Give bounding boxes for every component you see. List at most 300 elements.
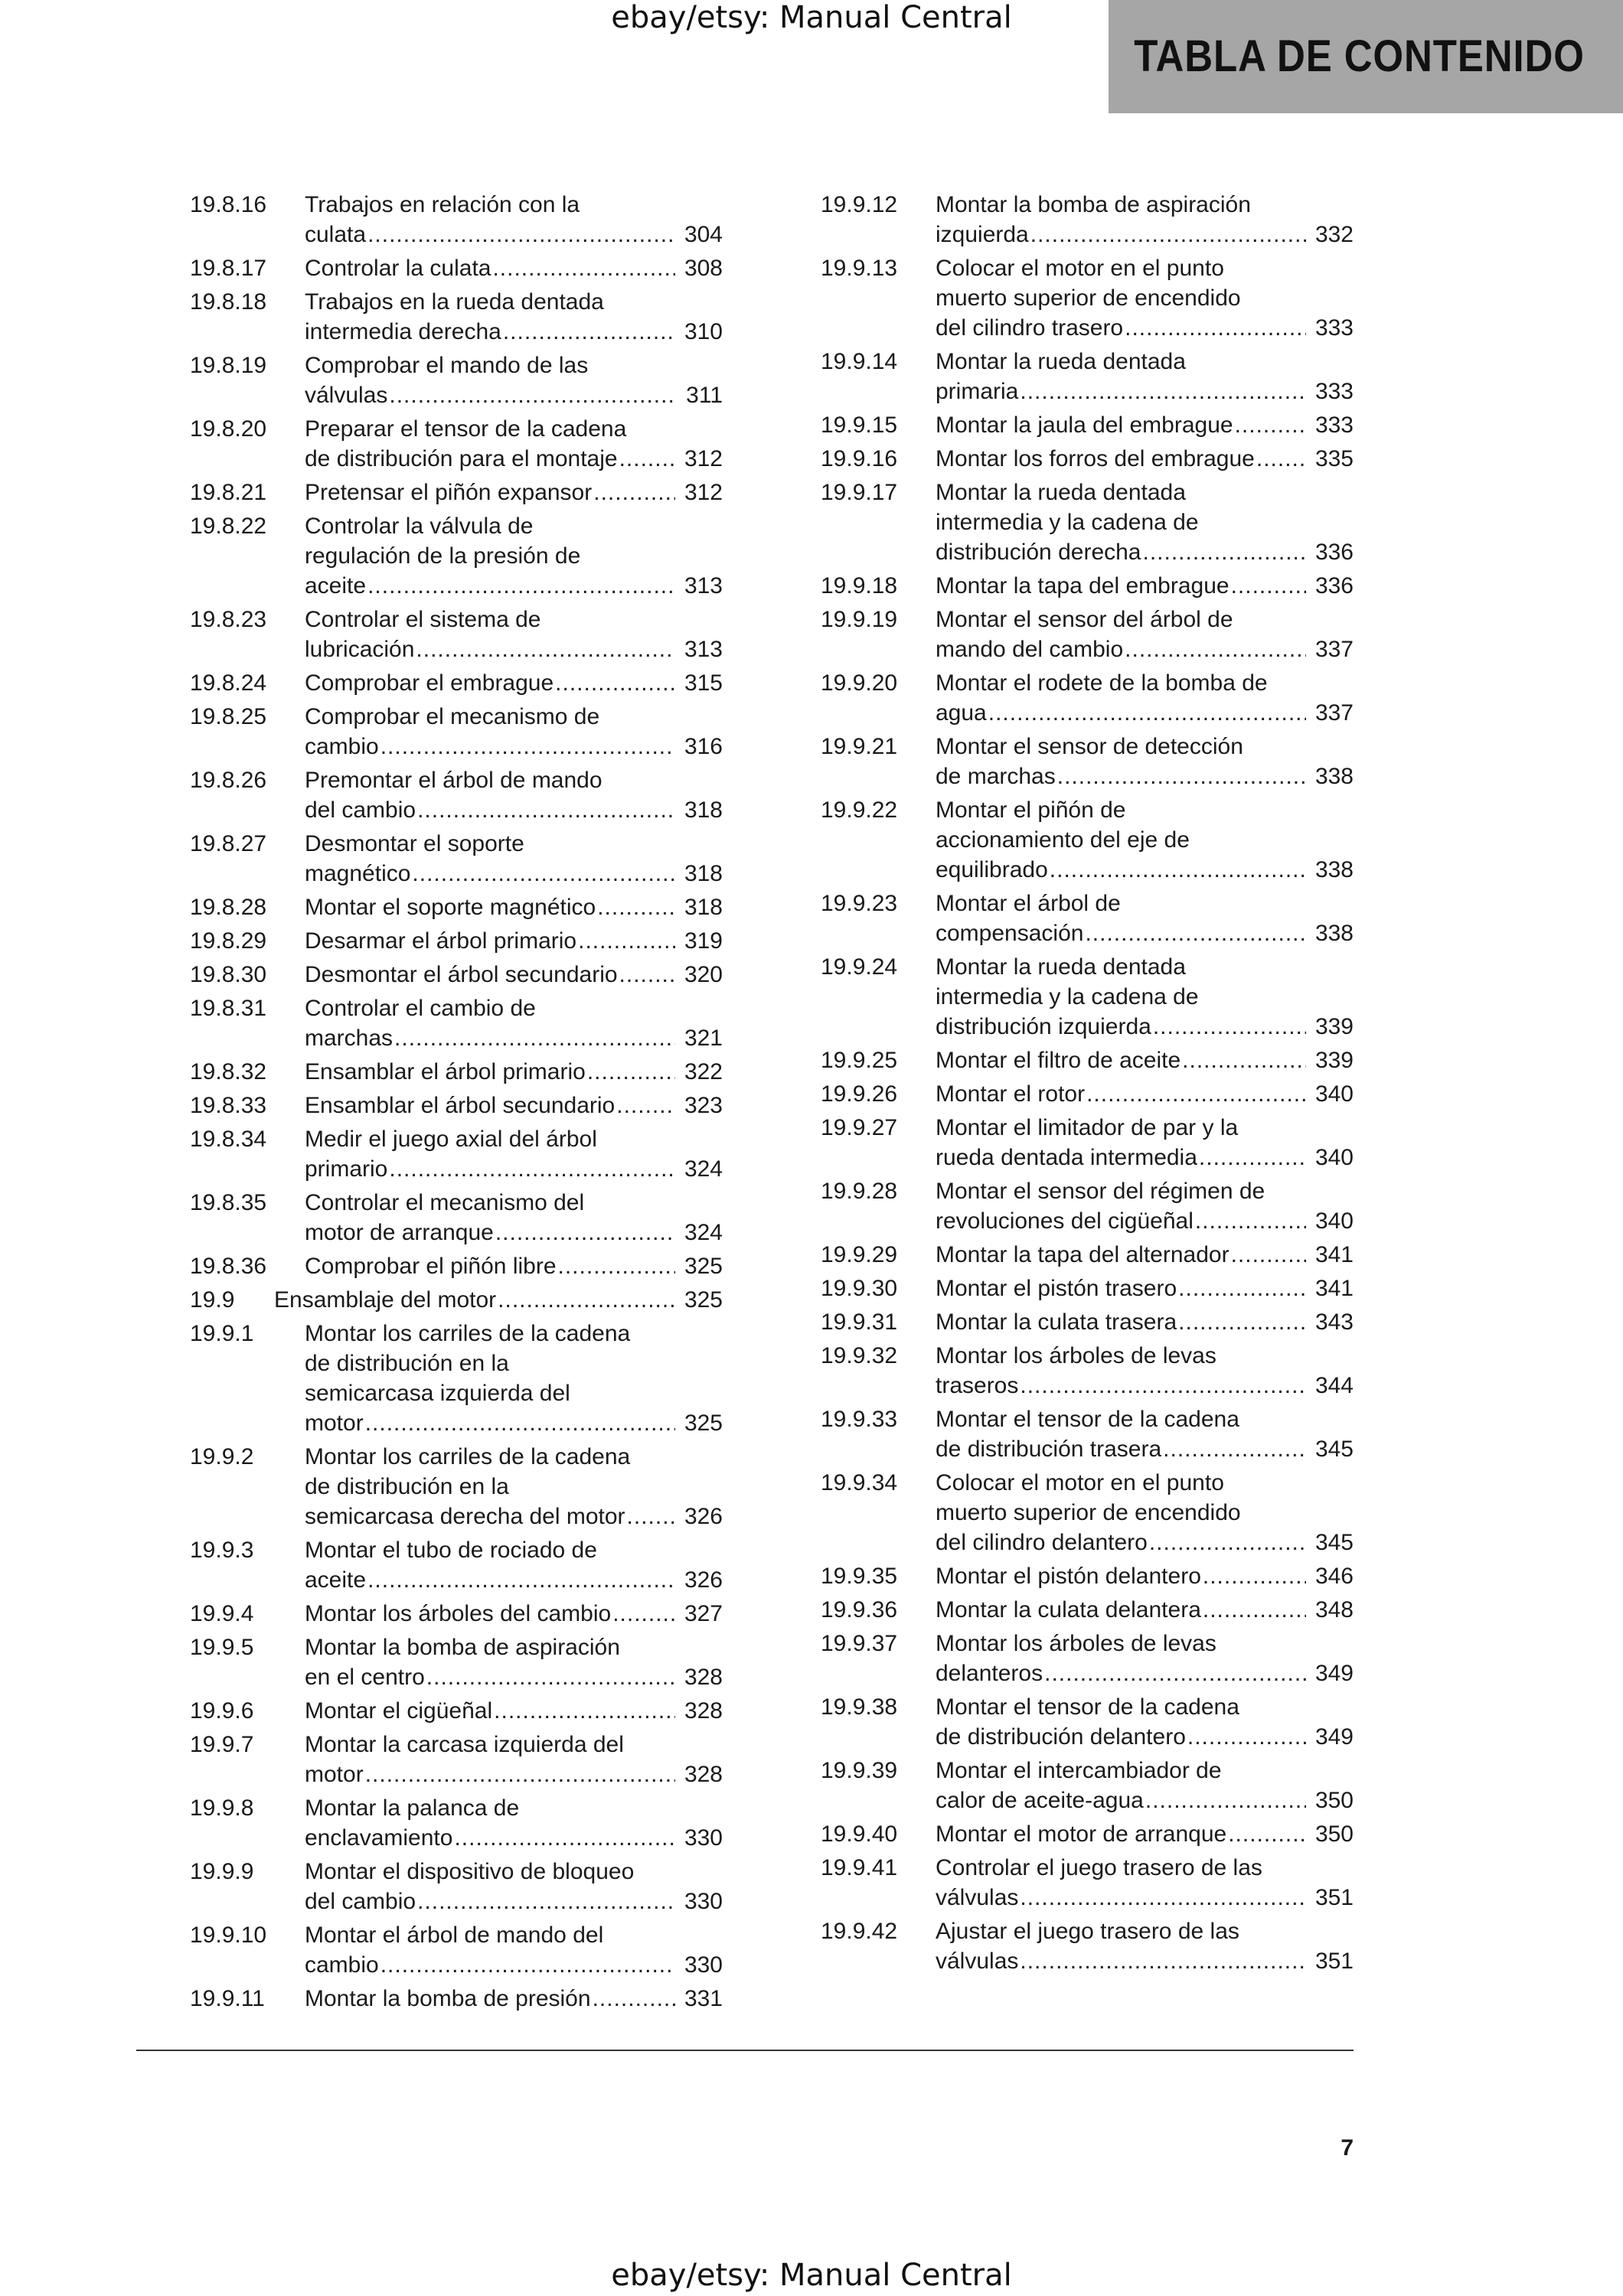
- toc-entry-title-line: válvulas: [936, 1949, 1019, 1974]
- dot-leader: [365, 1760, 675, 1789]
- toc-entry: [190, 926, 723, 956]
- toc-entry-number: 19.9.35: [821, 1564, 898, 1589]
- toc-entry-page: 333: [1314, 315, 1354, 341]
- dot-leader: [417, 795, 675, 825]
- toc-entry-title-line: de distribución trasera: [936, 1437, 1162, 1462]
- toc-entry-title-line: Medir el juego axial del árbol: [305, 1127, 597, 1152]
- toc-entry: [821, 1079, 1354, 1109]
- toc-entry: [821, 1176, 1354, 1236]
- toc-entry-page: 330: [684, 1952, 723, 1978]
- toc-entry: [190, 993, 723, 1053]
- toc-entry: [190, 1793, 723, 1853]
- toc-entry-page: 313: [684, 573, 723, 598]
- toc-entry: [821, 1113, 1354, 1172]
- toc-entry-page: 333: [1314, 413, 1354, 438]
- toc-entry-title-line: Montar el sensor del régimen de: [936, 1179, 1265, 1204]
- toc-entry-title-line: Comprobar el mando de las: [305, 353, 589, 378]
- toc-entry-title-line: Montar el limitador de par y la: [936, 1115, 1239, 1140]
- toc-entry-title-line: del cilindro delantero: [936, 1530, 1148, 1555]
- toc-entry-number: 19.8.17: [190, 256, 267, 281]
- toc-entry-title-line: Montar los árboles del cambio: [305, 1601, 612, 1626]
- toc-entry-page: 340: [1314, 1208, 1354, 1234]
- toc-entry-title-line: de distribución en la: [305, 1474, 509, 1499]
- toc-entry-page: 336: [1314, 540, 1354, 565]
- dot-leader: [1153, 1012, 1306, 1042]
- toc-entry-title-line: Montar el soporte magnético: [305, 895, 596, 920]
- toc-entry-number: 19.8.31: [190, 996, 267, 1021]
- toc-entry-page: 315: [684, 670, 723, 696]
- toc-entry: [190, 478, 723, 507]
- dot-leader: [365, 1408, 675, 1438]
- dot-leader: [380, 732, 675, 762]
- toc-entry-page: 328: [684, 1762, 723, 1787]
- toc-entry-page: 337: [1314, 637, 1354, 662]
- toc-entry: [190, 1124, 723, 1184]
- toc-entry: [190, 414, 723, 474]
- toc-entry-title-line: motor: [305, 1411, 364, 1436]
- toc-entry-number: 19.9.36: [821, 1597, 898, 1623]
- toc-entry-page: 332: [1314, 222, 1354, 247]
- toc-entry: [190, 1920, 723, 1980]
- dot-leader: [988, 698, 1306, 728]
- toc-entry-page: 345: [1314, 1437, 1354, 1462]
- toc-entry: [821, 605, 1354, 664]
- toc-entry-number: 19.9.28: [821, 1179, 898, 1204]
- toc-entry-title-line: Montar los carriles de la cadena: [305, 1321, 631, 1346]
- toc-entry: [821, 347, 1354, 406]
- toc-entry-number: 19.8.18: [190, 289, 267, 315]
- toc-entry-page: 335: [1314, 446, 1354, 471]
- toc-entry-title-line: Montar el rotor: [936, 1081, 1086, 1107]
- dot-leader: [1228, 1819, 1306, 1849]
- section-title: TABLA DE CONTENIDO: [1134, 31, 1585, 81]
- toc-entry: [821, 952, 1354, 1042]
- toc-entry-title-line: Montar la culata delantera: [936, 1597, 1201, 1623]
- toc-entry: [190, 1857, 723, 1916]
- dot-leader: [1145, 1786, 1306, 1815]
- toc-entry-title-line: magnético: [305, 861, 411, 886]
- toc-entry: [190, 511, 723, 601]
- toc-entry-number: 19.8.16: [190, 192, 267, 217]
- toc-entry-page: 341: [1314, 1242, 1354, 1267]
- dot-leader: [1182, 1045, 1306, 1075]
- toc-entry-page: 336: [1314, 573, 1354, 598]
- toc-entry-title-line: Montar el filtro de aceite: [936, 1048, 1181, 1073]
- toc-entry-title-line: Montar la bomba de aspiración: [936, 192, 1251, 217]
- toc-entry-title-line: equilibrado: [936, 857, 1048, 882]
- toc-entry-title-line: Comprobar el embrague: [305, 670, 554, 696]
- toc-entry: [821, 1756, 1354, 1815]
- toc-entry-title-line: Desarmar el árbol primario: [305, 928, 577, 954]
- toc-entry: [821, 1274, 1354, 1303]
- toc-entry-title-line: Montar el motor de arranque: [936, 1821, 1227, 1847]
- toc-entry-page: 304: [684, 222, 723, 247]
- toc-entry-page: 349: [1314, 1724, 1354, 1750]
- toc-entry: [821, 732, 1354, 791]
- toc-entry-title-line: Controlar el juego trasero de las: [936, 1855, 1262, 1880]
- toc-entry: [190, 1319, 723, 1438]
- dot-leader: [1030, 220, 1306, 249]
- toc-entry: [821, 1692, 1354, 1752]
- toc-entry-number: 19.9.26: [821, 1081, 898, 1107]
- toc-entry-number: 19.9.27: [821, 1115, 898, 1140]
- dot-leader: [619, 444, 675, 474]
- toc-entry: [821, 795, 1354, 885]
- toc-entry-number: 19.9.21: [821, 734, 898, 759]
- toc-entry: [190, 892, 723, 922]
- dot-leader: [1187, 1722, 1306, 1752]
- toc-entry: [821, 1595, 1354, 1625]
- toc-entry-page: 328: [684, 1698, 723, 1724]
- toc-entry-title-line: de distribución para el montaje: [305, 446, 618, 471]
- toc-entry-number: 19.9.10: [190, 1923, 267, 1948]
- toc-entry: [190, 960, 723, 990]
- toc-entry-number: 19.8.24: [190, 670, 267, 696]
- toc-entry-page: 351: [1314, 1949, 1354, 1974]
- toc-entry-page: 323: [684, 1093, 723, 1118]
- toc-entry-number: 19.9.1: [190, 1321, 254, 1346]
- toc-entry-title-line: Controlar el mecanismo del: [305, 1190, 585, 1215]
- toc-entry-title-line: Montar la bomba de aspiración: [305, 1635, 620, 1660]
- toc-entry-title-line: Montar el tensor de la cadena: [936, 1407, 1239, 1432]
- toc-entry-title-line: muerto superior de encendido: [936, 1500, 1241, 1525]
- dot-leader: [1125, 634, 1306, 664]
- section-header-box: [1109, 0, 1623, 113]
- toc-entry-number: 19.9.8: [190, 1795, 254, 1821]
- toc-entry-page: 331: [684, 1986, 723, 2011]
- toc-entry: [821, 478, 1354, 567]
- toc-entry-number: 19.9.9: [190, 1859, 254, 1884]
- toc-entry-title-line: calor de aceite-agua: [936, 1788, 1144, 1813]
- toc-entry: [821, 1916, 1354, 1976]
- toc-entry: [821, 410, 1354, 440]
- dot-leader: [1235, 410, 1306, 440]
- toc-entry-title-line: izquierda: [936, 222, 1029, 247]
- toc-entry-number: 19.9.30: [821, 1276, 898, 1301]
- toc-entry-title-line: Montar el dispositivo de bloqueo: [305, 1859, 635, 1884]
- toc-entry-number: 19.9: [190, 1287, 235, 1313]
- toc-entry-title-line: primaria: [936, 379, 1019, 404]
- toc-entry-title-line: Montar la culata trasera: [936, 1309, 1177, 1335]
- toc-entry-page: 320: [684, 962, 723, 987]
- toc-entry-number: 19.9.6: [190, 1698, 254, 1724]
- dot-leader: [1020, 377, 1306, 406]
- toc-entry-number: 19.9.13: [821, 256, 898, 281]
- toc-entry-title-line: Preparar el tensor de la cadena: [305, 416, 627, 442]
- toc-entry-title-line: cambio: [305, 734, 379, 759]
- toc-entry-number: 19.9.33: [821, 1407, 898, 1432]
- toc-entry-page: 328: [684, 1665, 723, 1690]
- toc-entry: [190, 1599, 723, 1629]
- toc-entry-title-line: cambio: [305, 1952, 379, 1978]
- toc-entry-title-line: distribución izquierda: [936, 1014, 1151, 1039]
- toc-entry-title-line: Trabajos en la rueda dentada: [305, 289, 604, 315]
- toc-entry-number: 19.9.5: [190, 1635, 254, 1660]
- dot-leader: [367, 571, 675, 601]
- dot-leader: [597, 892, 675, 922]
- toc-entry-number: 19.9.32: [821, 1343, 898, 1368]
- toc-entry: [190, 1188, 723, 1247]
- toc-entry-number: 19.8.33: [190, 1093, 267, 1118]
- toc-entry-page: 318: [684, 861, 723, 886]
- toc-entry-title-line: de distribución delantero: [936, 1724, 1186, 1750]
- toc-entry: [821, 668, 1354, 728]
- dot-leader: [1231, 571, 1306, 601]
- toc-entry-title-line: Desmontar el árbol secundario: [305, 962, 618, 987]
- dot-leader: [587, 1057, 675, 1087]
- dot-leader: [416, 634, 675, 664]
- dot-leader: [1057, 762, 1306, 791]
- toc-entry-page: 343: [1314, 1309, 1354, 1335]
- toc-entry: [821, 1404, 1354, 1464]
- toc-entry: [190, 351, 723, 410]
- toc-entry: [190, 1091, 723, 1120]
- toc-entry-number: 19.8.20: [190, 416, 267, 442]
- toc-entry-number: 19.9.40: [821, 1821, 898, 1847]
- toc-entry-title-line: aceite: [305, 1567, 367, 1593]
- dot-leader: [627, 1502, 675, 1531]
- toc-entry-title-line: Ensamblar el árbol secundario: [305, 1093, 616, 1118]
- toc-entry-title-line: Montar los forros del embrague: [936, 446, 1255, 471]
- dot-leader: [367, 220, 675, 249]
- dot-leader: [1020, 1883, 1306, 1913]
- toc-entry-title-line: Montar la tapa del alternador: [936, 1242, 1229, 1267]
- toc-entry-number: 19.9.38: [821, 1694, 898, 1720]
- toc-entry-title-line: distribución derecha: [936, 540, 1141, 565]
- toc-entry-title-line: Montar el pistón delantero: [936, 1564, 1201, 1589]
- toc-entry-title-line: Colocar el motor en el punto: [936, 1470, 1224, 1495]
- dot-leader: [1020, 1946, 1306, 1976]
- toc-entry: [190, 1984, 723, 2014]
- toc-entry-title-line: semicarcasa derecha del motor: [305, 1504, 625, 1529]
- dot-leader: [616, 1091, 675, 1120]
- toc-entry-page: 330: [684, 1889, 723, 1914]
- toc-entry-title-line: Montar el rodete de la bomba de: [936, 670, 1268, 696]
- toc-entry-title-line: del cilindro trasero: [936, 315, 1124, 341]
- toc-entry-title-line: Comprobar el piñón libre: [305, 1254, 557, 1279]
- toc-entry-page: 341: [1314, 1276, 1354, 1301]
- toc-entry-page: 312: [684, 446, 723, 471]
- watermark-top: ebay/etsy: Manual Central: [611, 0, 1012, 35]
- dot-leader: [1020, 1371, 1306, 1401]
- toc-entry-page: 325: [684, 1254, 723, 1279]
- dot-leader: [593, 478, 675, 507]
- toc-entry-title-line: Colocar el motor en el punto: [936, 256, 1224, 281]
- toc-entry-title-line: Ajustar el juego trasero de las: [936, 1919, 1239, 1944]
- toc-entry-title-line: compensación: [936, 921, 1084, 946]
- toc-entry: [190, 765, 723, 825]
- toc-entry-title-line: Montar los árboles de levas: [936, 1343, 1216, 1368]
- toc-entry-page: 351: [1314, 1885, 1354, 1910]
- toc-entry-title-line: Montar la bomba de presión: [305, 1986, 591, 2011]
- toc-entry: [821, 1468, 1354, 1557]
- dot-leader: [492, 253, 675, 283]
- toc-entry: [190, 702, 723, 762]
- toc-entry-title-line: Controlar el cambio de: [305, 996, 536, 1021]
- toc-entry-page: 344: [1314, 1373, 1354, 1398]
- toc-entry-title-line: Montar el tubo de rociado de: [305, 1538, 597, 1563]
- toc-entry-page: 324: [684, 1156, 723, 1182]
- toc-column-left: [190, 190, 723, 2017]
- toc-entry-page: 319: [684, 928, 723, 954]
- toc-entry: [821, 1629, 1354, 1688]
- dot-leader: [494, 1696, 675, 1726]
- toc-entry-number: 19.8.29: [190, 928, 267, 954]
- toc-entry-number: 19.9.23: [821, 891, 898, 916]
- toc-entry-page: 338: [1314, 764, 1354, 789]
- toc-entry-title-line: accionamiento del eje de: [936, 827, 1190, 853]
- toc-entry-page: 321: [684, 1026, 723, 1051]
- dot-leader: [1256, 444, 1306, 474]
- toc-entry-page: 310: [684, 319, 723, 344]
- toc-entry-page: 308: [684, 256, 723, 281]
- toc-entry-number: 19.8.30: [190, 962, 267, 987]
- toc-entry-number: 19.9.3: [190, 1538, 254, 1563]
- toc-entry-title-line: revoluciones del cigüeñal: [936, 1208, 1194, 1234]
- toc-entry-page: 327: [684, 1601, 723, 1626]
- toc-entry: [190, 668, 723, 698]
- toc-entry-title-line: intermedia derecha: [305, 319, 501, 344]
- toc-entry: [190, 1442, 723, 1531]
- dot-leader: [1203, 1595, 1306, 1625]
- toc-entry-title-line: Montar el árbol de: [936, 891, 1121, 916]
- dot-leader: [1199, 1143, 1306, 1172]
- dot-leader: [1178, 1307, 1306, 1337]
- toc-entry-page: 313: [684, 637, 723, 662]
- toc-entry-title-line: Ensamblaje del motor: [274, 1287, 497, 1313]
- toc-entry-number: 19.8.27: [190, 831, 267, 856]
- toc-entry-number: 19.9.4: [190, 1601, 254, 1626]
- dot-leader: [426, 1662, 675, 1692]
- toc-entry-title-line: Montar los carriles de la cadena: [305, 1444, 631, 1469]
- toc-entry: [821, 1853, 1354, 1913]
- toc-entry-page: 324: [684, 1220, 723, 1245]
- toc-entry-page: 326: [684, 1567, 723, 1593]
- toc-entry-number: 19.9.2: [190, 1444, 254, 1469]
- toc-entry-number: 19.9.41: [821, 1855, 898, 1880]
- toc-entry-number: 19.9.16: [821, 446, 898, 471]
- toc-entry-page: 312: [684, 480, 723, 505]
- toc-entry-title-line: culata: [305, 222, 367, 247]
- toc-entry: [190, 190, 723, 249]
- toc-entry-number: 19.8.25: [190, 704, 267, 729]
- dot-leader: [454, 1823, 675, 1853]
- toc-entry-page: 349: [1314, 1661, 1354, 1686]
- toc-entry-title-line: Trabajos en relación con la: [305, 192, 580, 217]
- dot-leader: [1086, 1079, 1306, 1109]
- toc-entry-number: 19.9.20: [821, 670, 898, 696]
- dot-leader: [612, 1599, 675, 1629]
- toc-entry: [821, 444, 1354, 474]
- toc-entry-title-line: Montar el piñón de: [936, 797, 1126, 823]
- toc-entry-title-line: válvulas: [305, 383, 388, 408]
- dot-leader: [1178, 1274, 1306, 1303]
- toc-entry-title-line: agua: [936, 700, 987, 726]
- toc-entry-page: 346: [1314, 1564, 1354, 1589]
- toc-entry-title-line: Montar la carcasa izquierda del: [305, 1732, 624, 1757]
- dot-leader: [1163, 1434, 1306, 1464]
- dot-leader: [555, 668, 675, 698]
- toc-entry-title-line: enclavamiento: [305, 1825, 453, 1851]
- toc-entry-title-line: Controlar la culata: [305, 256, 491, 281]
- toc-entry-title-line: en el centro: [305, 1665, 425, 1690]
- toc-entry: [821, 889, 1354, 948]
- toc-entry-number: 19.9.42: [821, 1919, 898, 1944]
- toc-entry-number: 19.9.29: [821, 1242, 898, 1267]
- toc-entry-page: 325: [684, 1411, 723, 1436]
- toc-entry-title-line: Controlar la válvula de: [305, 514, 534, 539]
- toc-entry-page: 340: [1314, 1081, 1354, 1107]
- toc-entry: [821, 1240, 1354, 1270]
- toc-entry: [190, 1535, 723, 1595]
- dot-leader: [1125, 313, 1306, 343]
- toc-entry-title-line: aceite: [305, 573, 367, 598]
- toc-entry-number: 19.9.11: [190, 1986, 265, 2011]
- toc-entry-title-line: Montar el pistón trasero: [936, 1276, 1177, 1301]
- toc-entry-title-line: traseros: [936, 1373, 1019, 1398]
- toc-entry-title-line: marchas: [305, 1026, 394, 1051]
- toc-entry-number: 19.8.21: [190, 480, 267, 505]
- dot-leader: [558, 1251, 675, 1281]
- toc-entry-number: 19.9.22: [821, 797, 898, 823]
- toc-entry-page: 325: [684, 1287, 723, 1313]
- toc-entry: [821, 1307, 1354, 1337]
- toc-entry-title-line: Montar la tapa del embrague: [936, 573, 1229, 598]
- toc-entry-page: 339: [1314, 1048, 1354, 1073]
- toc-entry-number: 19.8.34: [190, 1127, 267, 1152]
- toc-entry-title-line: Montar la rueda dentada: [936, 349, 1186, 374]
- dot-leader: [1149, 1528, 1306, 1557]
- toc-entry-number: 19.8.35: [190, 1190, 267, 1215]
- toc-entry-title-line: de distribución en la: [305, 1351, 509, 1376]
- toc-entry-page: 322: [684, 1059, 723, 1084]
- toc-entry-title-line: Premontar el árbol de mando: [305, 768, 603, 793]
- dot-leader: [1195, 1206, 1306, 1236]
- toc-entry-title-line: Ensamblar el árbol primario: [305, 1059, 586, 1084]
- toc-entry-title-line: motor de arranque: [305, 1220, 494, 1245]
- toc-entry: [821, 1045, 1354, 1075]
- toc-entry-title-line: Comprobar el mecanismo de: [305, 704, 600, 729]
- toc-entry-number: 19.9.12: [821, 192, 898, 217]
- toc-entry-title-line: regulación de la presión de: [305, 543, 581, 569]
- toc-entry-page: 318: [684, 895, 723, 920]
- toc-entry-page: 330: [684, 1825, 723, 1851]
- toc-entry-page: 338: [1314, 921, 1354, 946]
- toc-entry: [190, 1057, 723, 1087]
- dot-leader: [1143, 537, 1307, 567]
- toc-entry-title-line: lubricación: [305, 637, 415, 662]
- dot-leader: [498, 1285, 675, 1315]
- toc-entry: [821, 190, 1354, 249]
- toc-entry-number: 19.9.17: [821, 480, 898, 505]
- toc-entry-page: 338: [1314, 857, 1354, 882]
- toc-entry-number: 19.8.28: [190, 895, 267, 920]
- toc-entry: [190, 829, 723, 889]
- dot-leader: [389, 380, 675, 410]
- toc-entry: [821, 1341, 1354, 1401]
- toc-entry: [190, 287, 723, 347]
- toc-entry-number: 19.9.18: [821, 573, 898, 598]
- toc-entry-title-line: muerto superior de encendido: [936, 285, 1241, 311]
- toc-entry: [190, 1730, 723, 1789]
- toc-entry-title-line: Controlar el sistema de: [305, 607, 541, 632]
- toc-entry-title-line: Montar el tensor de la cadena: [936, 1694, 1239, 1720]
- toc-entry-page: 316: [684, 734, 723, 759]
- dot-leader: [1050, 855, 1306, 885]
- toc-entry-number: 19.8.19: [190, 353, 267, 378]
- toc-entry-number: 19.8.22: [190, 514, 267, 539]
- dot-leader: [593, 1984, 675, 2014]
